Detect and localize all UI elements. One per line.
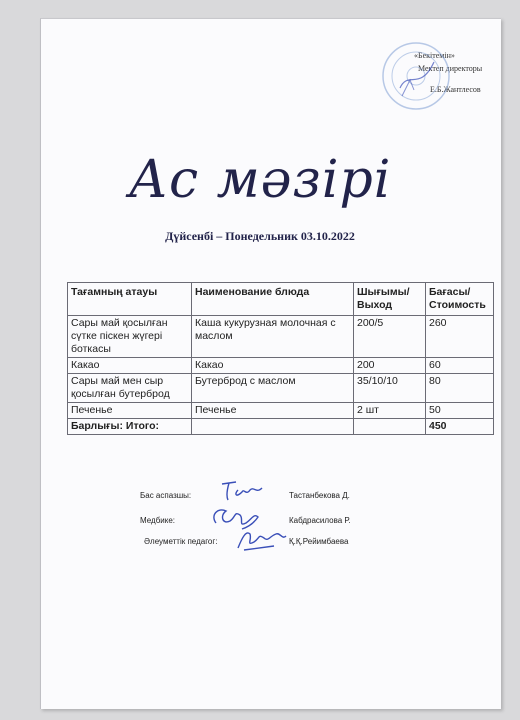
dish-price: 60	[426, 358, 494, 374]
total-price: 450	[426, 419, 494, 435]
approval-name: Е.Б.Жантлесов	[430, 85, 481, 94]
dish-name-kz: Какао	[68, 358, 192, 374]
approval-position: Мектеп директоры	[418, 64, 483, 73]
signature-role-chef: Бас аспазшы:	[140, 491, 192, 500]
column-header: Шығымы/ Выход	[354, 283, 426, 316]
table-row	[68, 358, 494, 374]
dish-yield: 35/10/10	[354, 374, 426, 403]
total-empty-cell	[354, 419, 426, 435]
signature-role-social-pedagogue: Әлеуметтік педагог:	[144, 537, 218, 546]
table-row	[68, 316, 494, 358]
school-stamp	[380, 40, 452, 112]
column-header: Бағасы/ Стоимость	[426, 283, 494, 316]
table-header-row	[68, 283, 494, 316]
table-row	[68, 403, 494, 419]
table-row	[68, 374, 494, 403]
dish-name-kz: Сары май қосылған сүтке піскен жүгері боткасы	[68, 316, 192, 358]
social-pedagogue-signature	[234, 524, 290, 554]
menu-table	[67, 282, 494, 435]
dish-name-ru: Какао	[192, 358, 354, 374]
column-header: Тағамның атауы	[68, 283, 192, 316]
total-label: Барлығы: Итого:	[68, 419, 192, 435]
signature-name-nurse: Кабдрасилова Р.	[289, 516, 351, 525]
dish-yield: 200	[354, 358, 426, 374]
dish-name-ru: Каша кукурузная молочная с маслом	[192, 316, 354, 358]
dish-name-ru: Печенье	[192, 403, 354, 419]
dish-price: 50	[426, 403, 494, 419]
dish-yield: 2 шт	[354, 403, 426, 419]
total-row	[68, 419, 494, 435]
signature-name-social-pedagogue: Қ.Қ.Рейимбаева	[289, 537, 349, 546]
chef-signature	[218, 478, 268, 504]
signature-role-nurse: Медбике:	[140, 516, 176, 525]
dish-name-kz: Сары май мен сыр қосылған бутерброд	[68, 374, 192, 403]
dish-name-kz: Печенье	[68, 403, 192, 419]
total-empty-cell	[192, 419, 354, 435]
page-title: Ас мәзірі	[128, 150, 392, 210]
menu-date: Дүйсенбі – Понедельник 03.10.2022	[165, 229, 355, 243]
signature-name-chef: Тастанбекова Д.	[289, 491, 350, 500]
dish-name-ru: Бутерброд с маслом	[192, 374, 354, 403]
approval-heading: «Бекітемін»	[414, 51, 455, 60]
column-header: Наименование блюда	[192, 283, 354, 316]
dish-price: 260	[426, 316, 494, 358]
dish-yield: 200/5	[354, 316, 426, 358]
dish-price: 80	[426, 374, 494, 403]
